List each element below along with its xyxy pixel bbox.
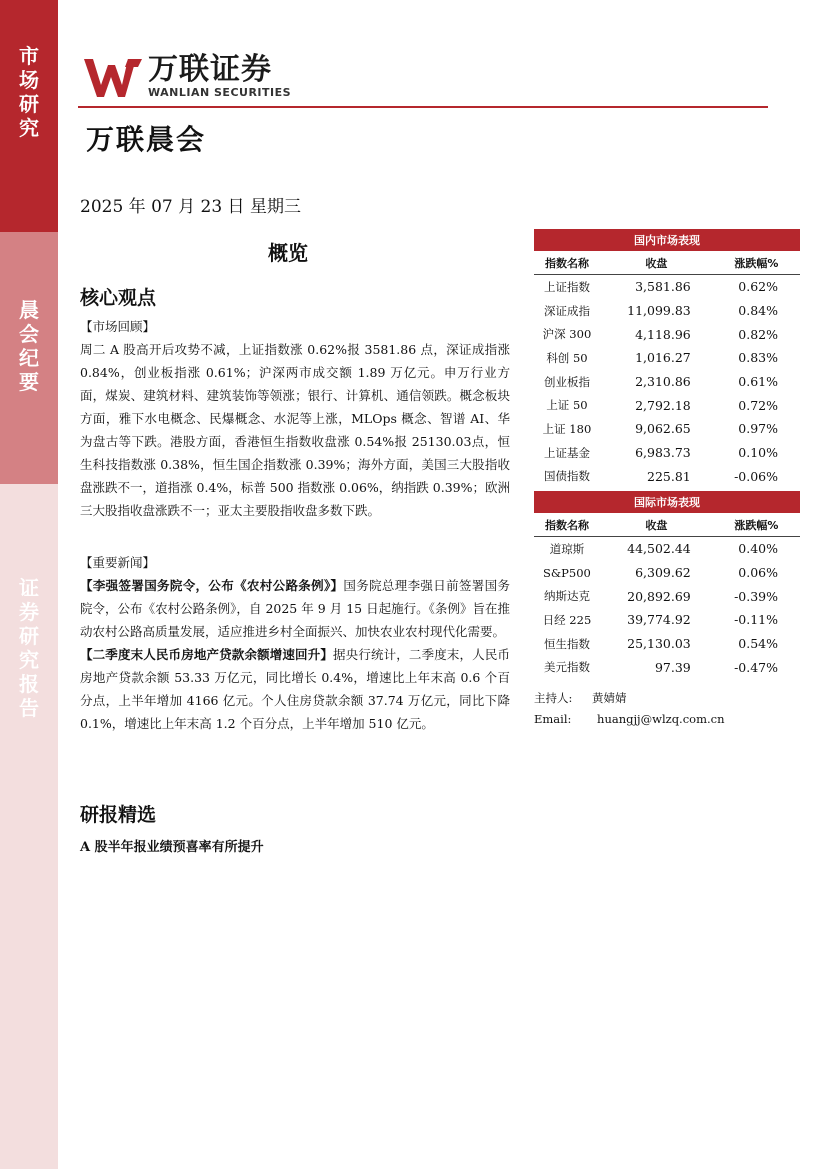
change-pct: 0.83% bbox=[738, 350, 778, 366]
index-name: S&P500 bbox=[543, 565, 591, 580]
email-label: Email: bbox=[534, 712, 572, 726]
news-item-2 bbox=[80, 643, 510, 735]
index-name: 道琼斯 bbox=[549, 541, 585, 556]
column-header: 涨跌幅% bbox=[713, 251, 800, 275]
change-pct: -0.47% bbox=[734, 659, 778, 675]
close-value: 9,062.65 bbox=[635, 421, 691, 437]
table-row bbox=[534, 370, 800, 394]
change-pct: 0.10% bbox=[738, 445, 778, 461]
index-name: 美元指数 bbox=[543, 660, 590, 675]
header-divider bbox=[78, 106, 768, 108]
table-row bbox=[534, 632, 800, 656]
change-pct: 0.61% bbox=[738, 374, 778, 390]
brand-name-en: WANLIAN SECURITIES bbox=[148, 86, 292, 99]
close-value: 2,792.18 bbox=[635, 397, 691, 413]
change-pct: 0.54% bbox=[738, 636, 778, 652]
change-pct: -0.39% bbox=[734, 588, 778, 604]
close-value: 1,016.27 bbox=[635, 350, 691, 366]
table-row bbox=[534, 417, 800, 441]
table-caption: 国内市场表现 bbox=[534, 229, 800, 251]
company-logo bbox=[84, 54, 291, 100]
core-views-heading: 核心观点 bbox=[80, 287, 157, 309]
index-name: 纳斯达克 bbox=[543, 589, 590, 604]
host-name: 黄婧婧 bbox=[592, 691, 627, 705]
index-name: 国债指数 bbox=[543, 469, 590, 484]
change-pct: 0.06% bbox=[738, 565, 778, 581]
table-row bbox=[534, 584, 800, 608]
table-row bbox=[534, 655, 800, 679]
table-row bbox=[534, 322, 800, 346]
news-item-1-text: 国务院总理李强日前签署国务院令，公布《农村公路条例》，自 2025 年 9 月 15 日起施行。《条例》旨在推动农村公路高质量发展，适应推进乡村全面振兴、加快农业农村现代化需要。 bbox=[80, 578, 510, 639]
sidebar-label: 晨会纪要 bbox=[19, 298, 39, 394]
index-name: 沪深 300 bbox=[542, 327, 592, 342]
column-header: 收盘 bbox=[600, 513, 713, 537]
overview-title: 概览 bbox=[268, 241, 308, 265]
sidebar bbox=[0, 0, 58, 1169]
market-review-tag: 【市场回顾】 bbox=[80, 319, 156, 334]
index-name: 上证基金 bbox=[543, 445, 590, 460]
brand-name-cn: 万联证券 bbox=[148, 52, 272, 87]
table-row bbox=[534, 537, 800, 561]
table-row bbox=[534, 561, 800, 585]
column-header: 涨跌幅% bbox=[713, 513, 800, 537]
index-name: 深证成指 bbox=[543, 303, 590, 318]
table-row bbox=[534, 299, 800, 323]
news-item-2-text: 据央行统计，二季度末，人民币房地产贷款余额 53.33 万亿元，同比增长 0.4%，增速比上年末高 0.6 个百分点，上半年增加 4166 亿元。个人住房贷款余额 37.74 万亿元，同比下降 0.1%，增速比上年末高 1.2 个百分点，上半年增加 510 亿元。 bbox=[80, 647, 510, 731]
column-header: 收盘 bbox=[600, 251, 713, 275]
table-caption: 国际市场表现 bbox=[534, 491, 800, 513]
sidebar-label: 证券研究报告 bbox=[19, 576, 39, 720]
close-value: 25,130.03 bbox=[627, 636, 691, 652]
market-review-section bbox=[80, 315, 510, 522]
column-header: 指数名称 bbox=[534, 251, 600, 275]
close-value: 225.81 bbox=[647, 468, 691, 484]
close-value: 44,502.44 bbox=[627, 541, 691, 557]
sidebar-section-morning-notes bbox=[0, 232, 58, 484]
domestic-market-table bbox=[534, 229, 800, 488]
index-name: 创业板指 bbox=[543, 374, 590, 389]
close-value: 6,983.73 bbox=[635, 445, 691, 461]
news-item-1-title: 【李强签署国务院令，公布《农村公路条例》】 bbox=[80, 578, 344, 593]
sidebar-label: 市场研究 bbox=[19, 44, 39, 140]
close-value: 6,309.62 bbox=[635, 565, 691, 581]
index-name: 上证 50 bbox=[546, 398, 588, 413]
research-picks-heading: 研报精选 bbox=[80, 804, 157, 826]
change-pct: 0.72% bbox=[738, 397, 778, 413]
table-row bbox=[534, 393, 800, 417]
change-pct: 0.84% bbox=[738, 303, 778, 319]
index-name: 上证 180 bbox=[542, 421, 592, 436]
table-row bbox=[534, 465, 800, 489]
close-value: 11,099.83 bbox=[627, 303, 691, 319]
host-label: 主持人: bbox=[534, 691, 573, 705]
change-pct: 0.62% bbox=[738, 279, 778, 295]
change-pct: -0.06% bbox=[734, 468, 778, 484]
wanlian-logo-icon bbox=[84, 55, 142, 99]
host-info bbox=[534, 690, 627, 706]
close-value: 20,892.69 bbox=[627, 588, 691, 604]
change-pct: 0.97% bbox=[738, 421, 778, 437]
sidebar-section-research-report bbox=[0, 484, 58, 1169]
index-name: 科创 50 bbox=[546, 350, 588, 365]
page-title: 万联晨会 bbox=[86, 123, 207, 156]
close-value: 39,774.92 bbox=[627, 612, 691, 628]
sidebar-section-market-research bbox=[0, 0, 58, 232]
table-row bbox=[534, 441, 800, 465]
news-tag: 【重要新闻】 bbox=[80, 555, 156, 570]
host-email-link[interactable]: huangjj@wlzq.com.cn bbox=[597, 712, 725, 726]
change-pct: 0.40% bbox=[738, 541, 778, 557]
index-name: 日经 225 bbox=[542, 612, 592, 627]
close-value: 97.39 bbox=[654, 659, 691, 675]
international-market-table bbox=[534, 491, 800, 679]
change-pct: -0.11% bbox=[734, 612, 778, 628]
research-item-link[interactable]: A 股半年报业绩预喜率有所提升 bbox=[80, 840, 264, 855]
table-row bbox=[534, 346, 800, 370]
market-review-text: 周二 A 股高开后攻势不减，上证指数涨 0.62%报 3581.86 点，深证成指涨 0.84%，创业板指涨 0.61%；沪深两市成交额 1.89 万亿元。申万行业方面，煤炭、建筑材料、建筑装饰等领涨；银行、计算机、通信领跌。概念板块方面，雅下水电概念、民爆概念、水泥等上涨，MLOps 概念、智谱 AI、华为盘古等下跌。港股方面，香港恒生指数收盘涨 0.54%报 25130.03点，恒生科技指数涨 0.38%，恒生国企指数涨 0.39%；海外方面，美国三大股指收盘涨跌不一，道指涨 0.4%，标普 500 指数涨 0.06%，纳指跌 0.39%；欧洲三大股指收盘涨跌不一；亚太主要股指收盘多数下跌。 bbox=[80, 342, 510, 518]
report-date: 2025 年 07 月 23 日 星期三 bbox=[80, 197, 301, 217]
index-name: 上证指数 bbox=[543, 279, 590, 294]
close-value: 3,581.86 bbox=[635, 279, 691, 295]
change-pct: 0.82% bbox=[738, 326, 778, 342]
table-row bbox=[534, 275, 800, 299]
close-value: 2,310.86 bbox=[635, 374, 691, 390]
news-item-1 bbox=[80, 574, 510, 643]
table-row bbox=[534, 608, 800, 632]
host-email-row bbox=[534, 712, 725, 726]
news-item-2-title: 【二季度末人民币房地产贷款余额增速回升】 bbox=[80, 647, 334, 662]
column-header: 指数名称 bbox=[534, 513, 600, 537]
close-value: 4,118.96 bbox=[635, 326, 691, 342]
important-news-section bbox=[80, 551, 510, 735]
index-name: 恒生指数 bbox=[543, 636, 590, 651]
